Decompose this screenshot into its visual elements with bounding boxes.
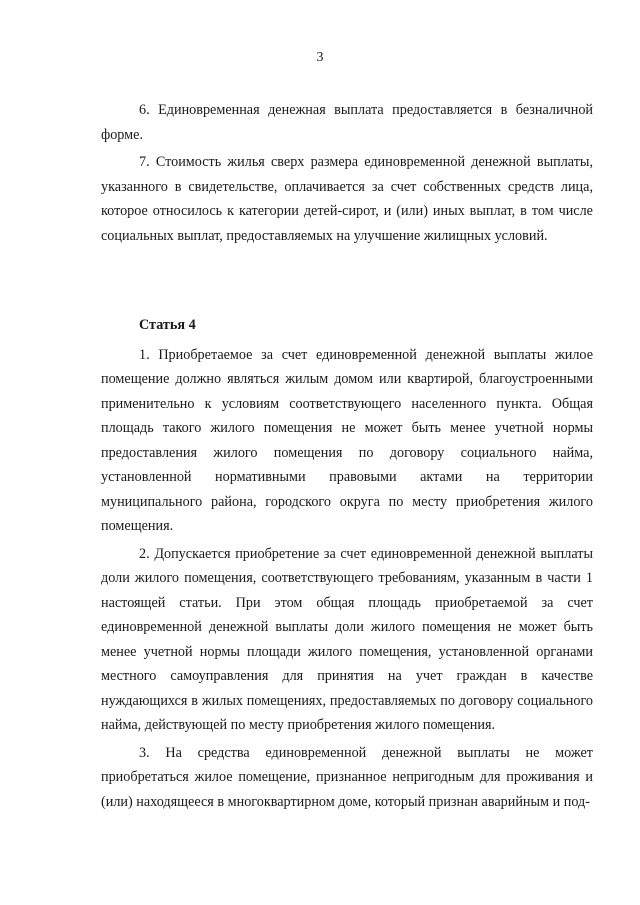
paragraph-7: 7. Стоимость жилья сверх размера единовременной денежной выплаты, указанного в свидетельстве, оплачивается за счет собственных средств лица, которое относилось к категории детей-сирот, и (или) иных выплат, в том числе социальных выплат, предоставляемых на улучшение жилищных условий. [101,154,593,244]
article-heading: Статья 4 [139,317,196,333]
page-number: 3 [316,50,324,65]
top-paragraphs [101,98,593,248]
article-paragraph-1: 1. Приобретаемое за счет единовременной денежной выплаты жилое помещение должно являться жилым домом или квартирой, благоустроенными применительно к условиям соответствующего населенного пункта. Общая площадь такого жилого помещения не может быть менее учетной нормы предоставления жилого помещения по договору социального найма, установленной нормативными правовыми актами на территории муниципального района, городского округа по месту приобретения жилого помещения. [101,346,593,534]
article-paragraph-3: 3. На средства единовременной денежной выплаты не может приобретаться жилое помещение, признанное непригодным для проживания и (или) находящееся в многоквартирном доме, который признан аварийным и под- [101,744,593,810]
article-4 [101,313,593,814]
article-paragraph-2: 2. Допускается приобретение за счет единовременной денежной выплаты доли жилого помещения, соответствующего требованиям, указанным в части 1 настоящей статьи. При этом общая площадь приобретаемой за счет единовременной денежной выплаты доли жилого помещения не может быть менее учетной нормы площади жилого помещения, установленной органами местного самоуправления для принятия на учет граждан в качестве нуждающихся в жилых помещениях, предоставляемых по договору социального найма, действующей по месту приобретения жилого помещения. [101,545,593,733]
paragraph-6: 6. Единовременная денежная выплата предоставляется в безналичной форме. [101,102,593,143]
